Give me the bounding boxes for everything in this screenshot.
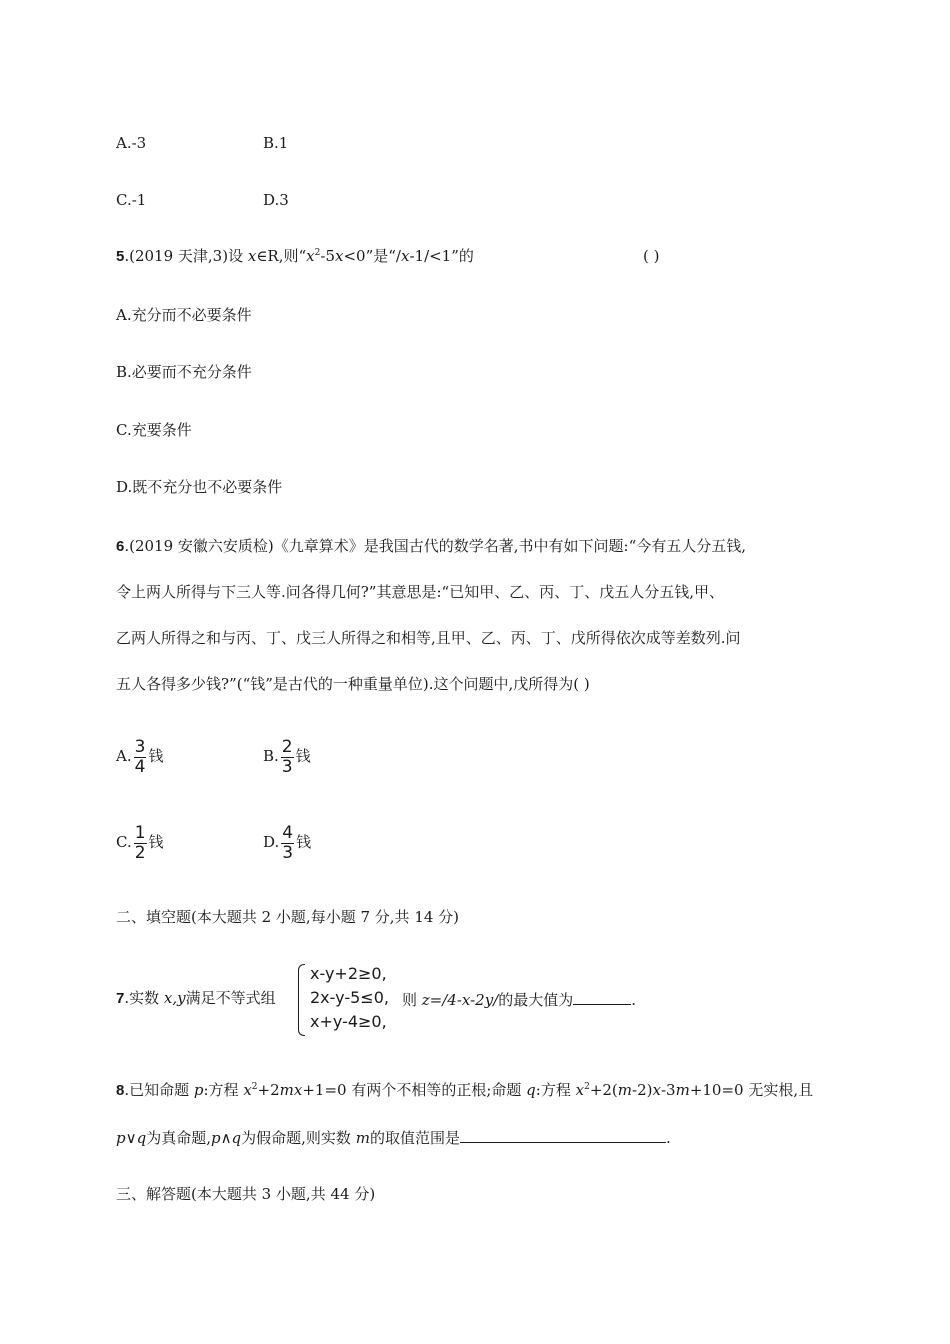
fraction: $\frac{3}{4}$ [134,736,146,777]
q4-option-a: A.-3 [116,134,147,152]
inequality-3: x+y-4≥0, [310,1012,387,1031]
answer-paren: ( ) [643,247,660,265]
question-6-line2: 令上两人所得与下三人等.问各得几何?”其意思是:“已知甲、乙、丙、丁、戊五人分五钱,甲、 [116,583,724,601]
question-5: 5.(2019 天津,3)设 x∈R,则“$x^2-5x<0$”是“/x-1/<1”的 [116,247,474,265]
answer-blank[interactable] [573,988,631,1005]
q5-option-b: B.必要而不充分条件 [116,363,252,381]
fraction: $\frac{2}{3}$ [281,736,293,777]
q6-option-d: D. $\frac{4}{3}$ 钱 [263,822,312,863]
question-number: 8 [116,1082,125,1099]
question-8-line1: 8.已知命题 p:方程 $x^2+2mx+1=0$ 有两个不相等的正根;命题 q:方程 $x^2+2(m-2)x-3m+10=0$ 无实根,且 [116,1081,814,1099]
q4-option-c: C.-1 [116,191,147,209]
question-number: 5 [116,248,125,265]
inequality-system [298,964,418,1034]
section-heading-solve: 三、解答题(本大题共 3 小题,共 44 分) [116,1185,376,1203]
inequality-2: 2x-y-5≤0, [310,988,389,1007]
question-6-line1: 6.(2019 安徽六安质检)《九章算术》是我国古代的数学名著,书中有如下问题:“今有五人分五钱, [116,537,747,555]
q6-option-a: A. $\frac{3}{4}$ 钱 [116,736,164,777]
fraction: $\frac{4}{3}$ [282,822,294,863]
fraction: $\frac{1}{2}$ [134,822,146,863]
question-7-tail: 则 z=/4-x-2y/的最大值为 . [402,988,636,1010]
q4-option-d: D.3 [263,191,289,209]
question-6-line4: 五人各得多少钱?”(“钱”是古代的一种重量单位).这个问题中,戊所得为( ) [116,675,590,693]
question-7-lead: 7.实数 x,y满足不等式组 [116,989,276,1007]
q5-option-a: A.充分而不必要条件 [116,306,252,324]
section-heading-fill-in: 二、填空题(本大题共 2 小题,每小题 7 分,共 14 分) [116,908,460,926]
q4-option-b: B.1 [263,134,289,152]
q6-option-b: B. $\frac{2}{3}$ 钱 [263,736,311,777]
question-number: 7 [116,990,125,1007]
q5-option-d: D.既不充分也不必要条件 [116,478,283,496]
question-number: 6 [116,538,125,555]
q6-option-c: C. $\frac{1}{2}$ 钱 [116,822,164,863]
q5-option-c: C.充要条件 [116,421,192,439]
brace [298,964,305,1036]
question-6-line3: 乙两人所得之和与丙、丁、戊三人所得之和相等,且甲、乙、丙、丁、戊所得依次成等差数列.问 [116,629,741,647]
question-8-line2: p∨q为真命题,p∧q为假命题,则实数 m的取值范围是 . [116,1126,671,1148]
answer-blank[interactable] [460,1126,666,1143]
inequality-1: x-y+2≥0, [310,964,387,983]
